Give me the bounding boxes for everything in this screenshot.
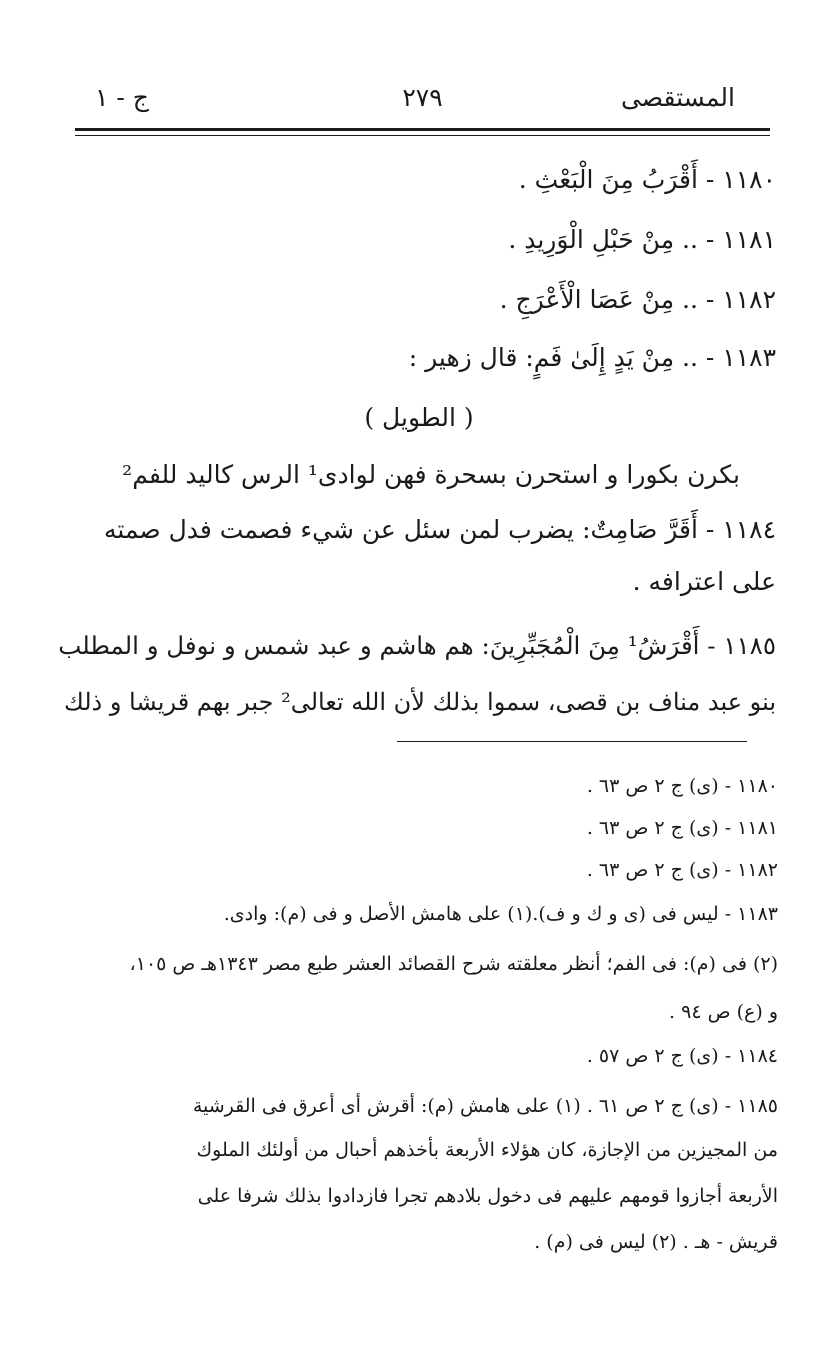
entry-1184-continued: على اعترافه . bbox=[632, 567, 776, 596]
footnote-1181: ١١٨١ - (ى) ج ٢ ص ٦٣ . bbox=[586, 817, 778, 839]
footnote-1183: ١١٨٣ - ليس فى (ى و ك و ف).(١) على هامش الأصل و فى (م): وادى. bbox=[223, 903, 778, 925]
footnote-1182: ١١٨٢ - (ى) ج ٢ ص ٦٣ . bbox=[586, 859, 778, 881]
entry-1180: ١١٨٠ - أَقْرَبُ مِنَ الْبَعْثِ . bbox=[518, 165, 776, 194]
entry-1185-continued: بنو عبد مناف بن قصى، سموا بذلك لأن الله تعالى² جبر بهم قريشا و ذلك bbox=[63, 688, 776, 716]
footnote-1180: ١١٨٠ - (ى) ج ٢ ص ٦٣ . bbox=[586, 775, 778, 797]
page-header bbox=[75, 78, 770, 128]
footnote-1183-note-2: (٢) فى (م): فى الفم؛ أنظر معلقته شرح القصائد العشر طبع مصر ١٣٤٣هـ ص ١٠٥، bbox=[129, 953, 778, 975]
entry-1182: ١١٨٢ - .. مِنْ عَصَا الْأَعْرَجِ . bbox=[499, 285, 776, 314]
header-rule bbox=[75, 128, 770, 136]
entry-1181: ١١٨١ - .. مِنْ حَبْلِ الْوَرِيدِ . bbox=[508, 225, 776, 254]
footnote-1185-line-3: الأربعة أجازوا قومهم عليهم فى دخول بلادهم تجرا فازدادوا بذلك شرفا على bbox=[197, 1185, 778, 1207]
entry-1183: ١١٨٣ - .. مِنْ يَدٍ إِلَىٰ فَمٍ: قال زهير : bbox=[408, 343, 776, 372]
footnote-1185-line-4: قريش - هـ . (٢) ليس فى (م) . bbox=[534, 1231, 778, 1253]
footnote-rule bbox=[397, 741, 747, 742]
verse-line: بكرن بكورا و استحرن بسحرة فهن لوادى¹ الرس كاليد للفم² bbox=[122, 460, 740, 489]
entry-1184: ١١٨٤ - أَقَرَّ صَامِتٌ: يضرب لمن سئل عن شيء فصمت فدل صمته bbox=[104, 515, 776, 544]
footnote-1185-line-2: من المجيزين من الإجازة، كان هؤلاء الأربعة بأخذهم أحبال من أولئك الملوك bbox=[196, 1139, 778, 1161]
meter-label: ( الطويل ) bbox=[364, 403, 474, 432]
entry-1185: ١١٨٥ - أَقْرَشُ¹ مِنَ الْمُجَبِّرِينَ: هم هاشم و عبد شمس و نوفل و المطلب bbox=[58, 631, 776, 660]
footnote-1183-continued: و (ع) ص ٩٤ . bbox=[669, 1001, 778, 1023]
footnote-1184: ١١٨٤ - (ى) ج ٢ ص ٥٧ . bbox=[586, 1045, 778, 1067]
volume-label: ج - ١ bbox=[95, 83, 149, 112]
running-title: المستقصى bbox=[620, 83, 735, 112]
page-number: ٢٧٩ bbox=[402, 83, 443, 112]
footnote-1185: ١١٨٥ - (ى) ج ٢ ص ٦١ . (١) على هامش (م): أقرش أى أعرق فى القرشية bbox=[192, 1095, 778, 1117]
